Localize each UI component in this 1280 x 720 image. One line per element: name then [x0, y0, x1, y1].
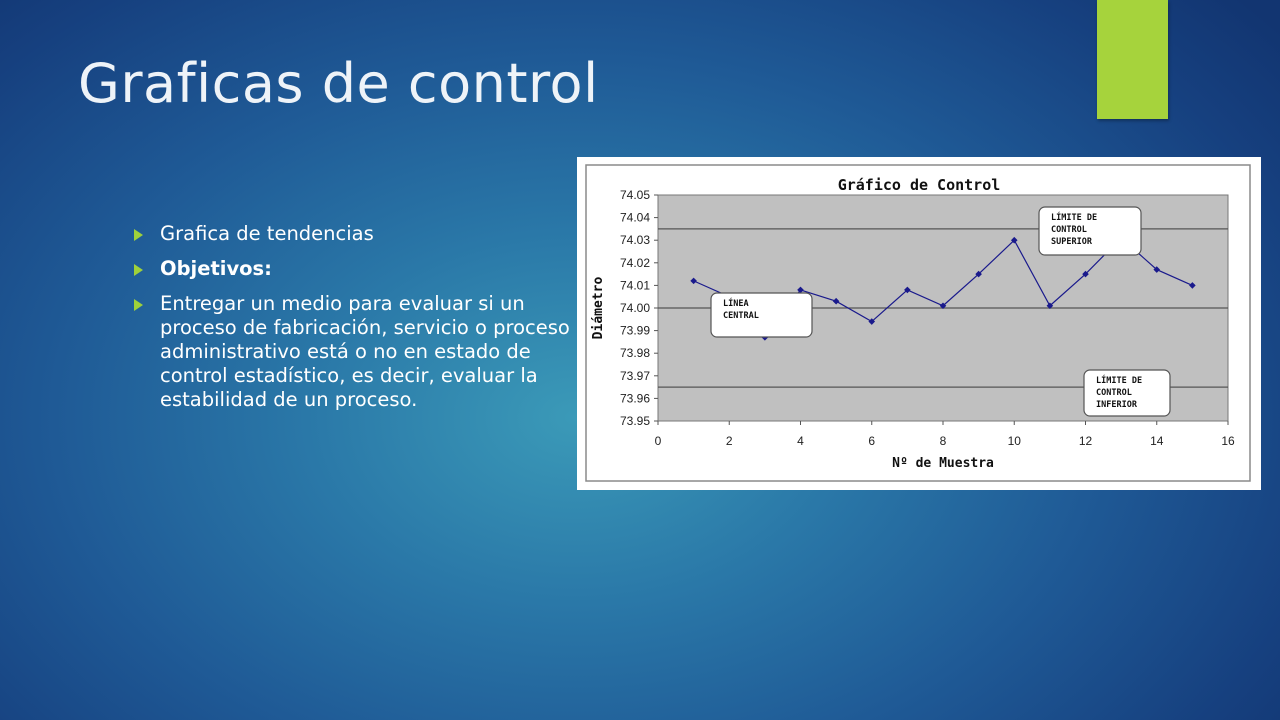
slide-title: Graficas de control	[78, 52, 599, 115]
x-tick-label: 10	[1007, 434, 1021, 448]
x-tick-label: 12	[1078, 434, 1093, 448]
callout-text: LÍMITE DE	[1051, 213, 1098, 223]
y-tick-label: 73.98	[619, 346, 650, 361]
bullet-text: Objetivos:	[160, 257, 272, 280]
arrow-right-icon	[134, 264, 143, 276]
x-tick-label: 14	[1150, 434, 1164, 448]
center-line-callout	[711, 293, 812, 337]
y-tick-label: 74.02	[619, 255, 650, 270]
chart-image	[577, 157, 1261, 490]
y-tick-label: 73.97	[619, 368, 650, 383]
ucl-callout	[1039, 207, 1141, 255]
lcl-callout	[1084, 370, 1170, 416]
x-tick-label: 16	[1221, 434, 1235, 448]
callout-text: CONTROL	[1051, 225, 1087, 235]
x-tick-label: 8	[939, 434, 947, 448]
y-tick-label: 74.01	[619, 278, 650, 293]
bullet-text: Grafica de tendencias	[160, 222, 374, 245]
callout-text: CENTRAL	[723, 311, 759, 321]
y-tick-label: 74.05	[619, 188, 650, 202]
chart-title: Gráfico de Control	[837, 176, 1001, 194]
y-axis-label: Diámetro	[591, 276, 606, 340]
x-tick-label: 2	[725, 434, 733, 448]
callout-text: SUPERIOR	[1051, 237, 1092, 247]
callout-text: LÍMITE DE	[1096, 376, 1143, 386]
callout-text: LÍNEA	[723, 299, 749, 309]
bullet-item-tendencias	[134, 222, 574, 246]
x-tick-label: 0	[654, 434, 662, 448]
y-tick-label: 74.00	[619, 301, 650, 315]
x-tick-label: 6	[868, 434, 876, 448]
bullet-item-description	[134, 292, 574, 412]
arrow-right-icon	[134, 229, 143, 241]
y-tick-label: 73.99	[619, 323, 650, 338]
bullet-text: Entregar un medio para evaluar si un proceso de fabricación, servicio o proceso administrativo está o no en estado de control estadístico, es decir, evaluar la estabilidad de un proceso.	[160, 292, 570, 411]
accent-bar	[1097, 0, 1168, 119]
bullet-list	[134, 222, 574, 423]
control-chart	[577, 157, 1261, 490]
y-tick-label: 73.95	[619, 414, 650, 428]
bullet-item-objetivos	[134, 257, 574, 281]
callout-text: INFERIOR	[1096, 400, 1137, 410]
y-tick-label: 74.03	[619, 233, 650, 248]
x-tick-label: 4	[797, 434, 804, 448]
y-tick-label: 74.04	[619, 210, 650, 225]
y-tick-label: 73.96	[619, 391, 650, 406]
callout-text: CONTROL	[1096, 388, 1132, 398]
x-axis-label: Nº de Muestra	[892, 456, 994, 471]
arrow-right-icon	[134, 299, 143, 311]
